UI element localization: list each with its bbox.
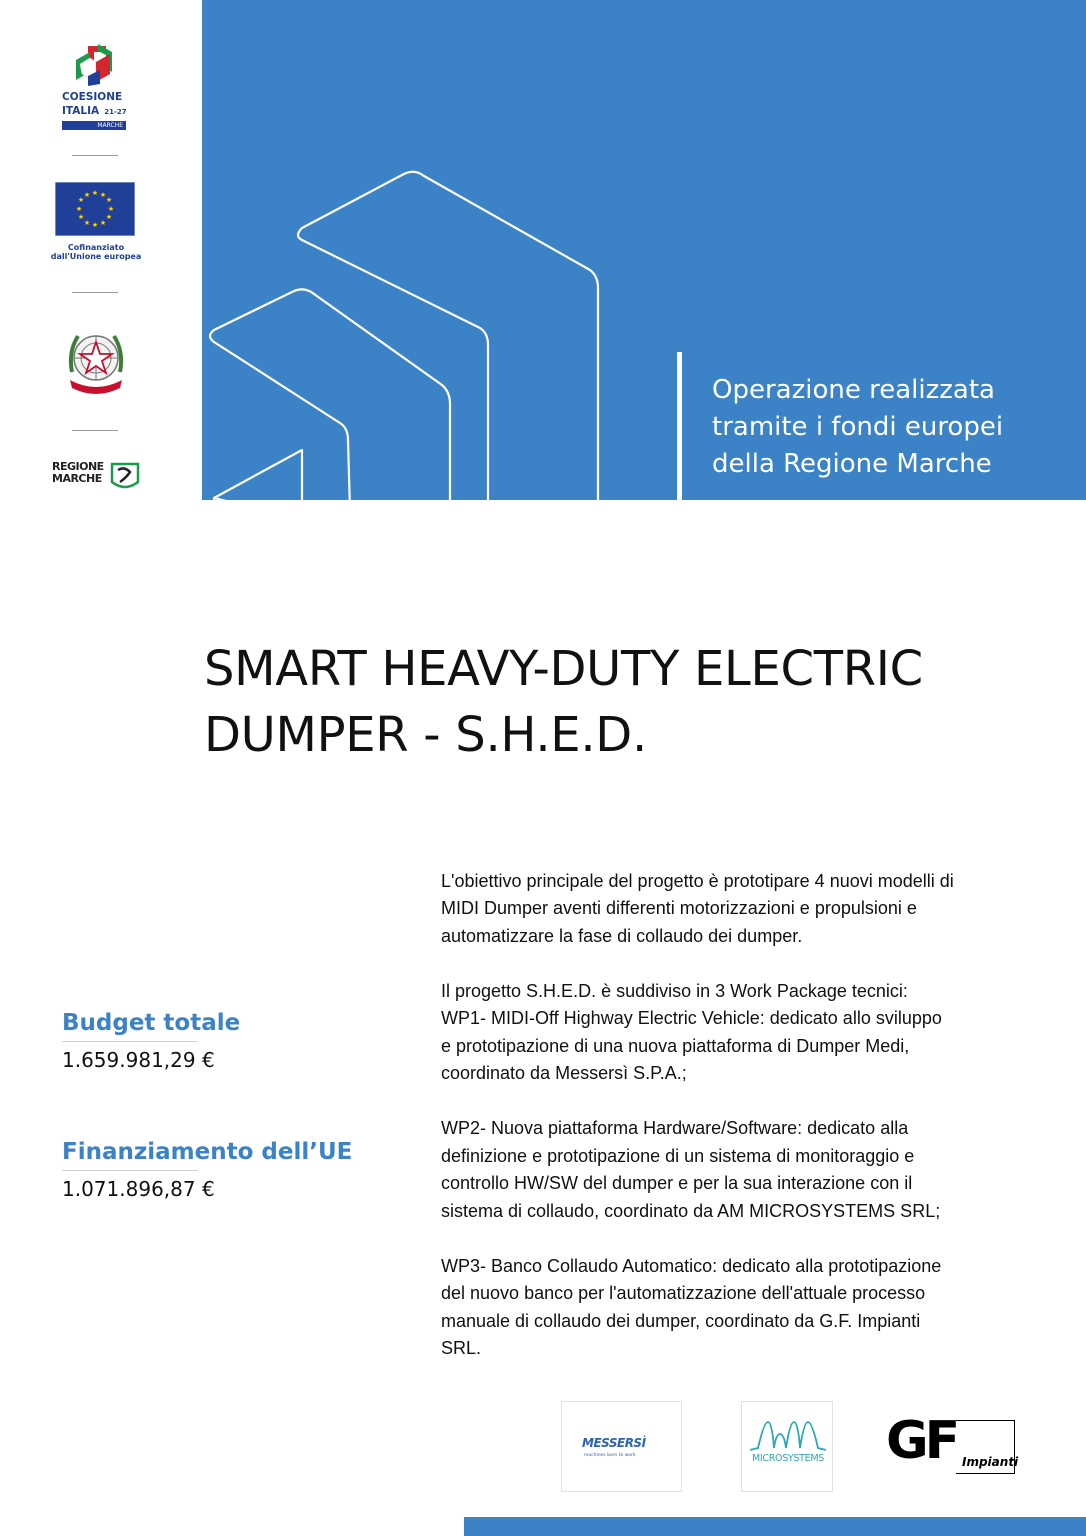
svg-text:★: ★ — [91, 189, 99, 197]
svg-text:★: ★ — [77, 196, 85, 204]
text-line: MIDI Dumper aventi differenti motorizzazioni e propulsioni e — [441, 898, 917, 918]
gf-sub: Impianti — [962, 1455, 1019, 1469]
svg-text:★: ★ — [91, 221, 99, 229]
coesione-line1: COESIONE — [62, 91, 123, 103]
svg-text:★: ★ — [105, 196, 113, 204]
title-line: DUMPER - S.H.E.D. — [204, 707, 647, 763]
am-microsystems-logo — [741, 1401, 833, 1492]
coesione-line2: ITALIA — [62, 105, 100, 117]
text-line: L'obiettivo principale del progetto è prototipare 4 nuovi modelli di — [441, 870, 954, 891]
eu-caption-line1: Cofinanziato — [67, 243, 125, 252]
text-line: definizione e prototipazione di un sistema di monitoraggio e — [441, 1145, 915, 1166]
budget-value: 1.659.981,29 € — [62, 1048, 215, 1072]
eu-caption-line2: dall'Unione europea — [50, 252, 142, 261]
budget-label: Budget totale — [62, 1010, 198, 1042]
microsystems-wave-icon — [748, 1418, 828, 1454]
logo-separator — [72, 155, 118, 156]
text-line: manuale di collaudo dei dumper, coordinato da G.F. Impianti — [441, 1310, 921, 1331]
text-line: SRL. — [441, 1338, 482, 1358]
repubblica-italiana-emblem — [60, 322, 132, 402]
funding-label: Finanziamento dell’UE — [62, 1139, 198, 1171]
budget-stat — [62, 1010, 362, 1072]
text-line: Il progetto S.H.E.D. è suddiviso in 3 Work Package tecnici: — [441, 980, 908, 1001]
regione-line1: REGIONE — [52, 460, 104, 473]
hero-caption-line: della Regione Marche — [712, 449, 992, 479]
hero-divider — [677, 352, 682, 534]
svg-text:★: ★ — [75, 205, 83, 213]
coesione-italia-logo — [60, 42, 132, 129]
text-line: controllo HW/SW del dumper e per la sua interazione con il — [441, 1173, 913, 1193]
coesione-mark-icon — [60, 42, 132, 88]
eu-flag-icon — [55, 182, 135, 236]
funding-value: 1.071.896,87 € — [62, 1177, 215, 1201]
italian-emblem-icon — [60, 322, 132, 402]
hero-caption-line: tramite i fondi europei — [712, 412, 1004, 442]
messersi-logo — [561, 1401, 682, 1492]
text-line: WP3- Banco Collaudo Automatico: dedicato alla prototipazione — [441, 1255, 942, 1276]
gf-impianti-logo — [886, 1411, 1019, 1474]
decorative-outline-shapes — [202, 0, 1086, 600]
logo-separator — [72, 292, 118, 293]
text-line: coordinato da Messersì S.P.A.; — [441, 1063, 687, 1083]
svg-text:★: ★ — [77, 213, 85, 221]
logo-separator — [72, 430, 118, 431]
text-line: e prototipazione di una nuova piattaforma di Dumper Medi, — [441, 1035, 910, 1056]
gf-mark: GF — [886, 1411, 957, 1471]
messersi-name: MESSERSÌ — [582, 1436, 646, 1450]
svg-text:★: ★ — [83, 219, 91, 227]
svg-text:★: ★ — [105, 213, 113, 221]
microsystems-name: MICROSYSTEMS — [751, 1453, 824, 1464]
hero-caption — [712, 372, 1052, 483]
eu-cofinancing-logo — [50, 182, 142, 266]
messersi-tagline: machines born to work — [584, 1453, 636, 1458]
svg-text:★: ★ — [99, 219, 107, 227]
project-description — [441, 840, 1031, 1390]
marche-shield-icon — [110, 460, 140, 492]
footer-accent-bar — [464, 1517, 1086, 1536]
title-line: SMART HEAVY-DUTY ELECTRIC — [204, 641, 923, 697]
text-line: WP1- MIDI-Off Highway Electric Vehicle: dedicato allo sviluppo — [441, 1008, 942, 1028]
svg-text:★: ★ — [107, 205, 115, 213]
regione-marche-logo — [52, 460, 142, 494]
regione-line2: MARCHE — [52, 472, 102, 485]
text-line: sistema di collaudo, coordinato da AM MICROSYSTEMS SRL; — [441, 1200, 941, 1221]
text-line: del nuovo banco per l'automatizzazione dell'attuale processo — [441, 1283, 926, 1303]
hero-caption-line: Operazione realizzata — [712, 375, 995, 405]
coesione-region: MARCHE — [62, 121, 126, 130]
svg-text:★: ★ — [99, 191, 107, 199]
page-title — [204, 636, 1064, 768]
funding-stat — [62, 1139, 362, 1201]
text-line: automatizzare la fase di collaudo dei dumper. — [441, 925, 803, 946]
coesione-years: 21-27 — [104, 108, 127, 116]
text-line: WP2- Nuova piattaforma Hardware/Software: dedicato alla — [441, 1118, 909, 1138]
svg-text:★: ★ — [83, 191, 91, 199]
